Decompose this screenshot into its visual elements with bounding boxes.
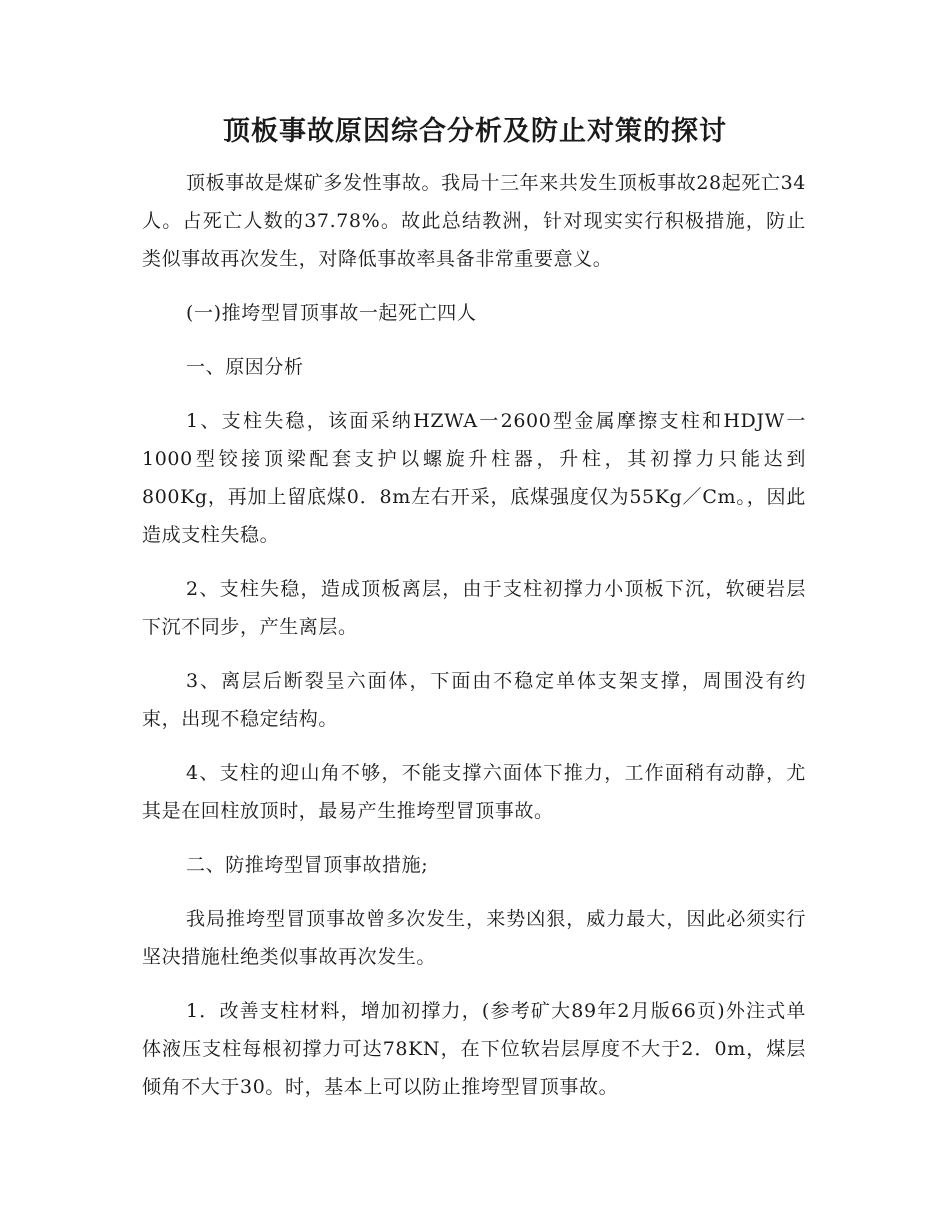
paragraph-measures-intro: 我局推垮型冒顶事故曾多次发生，来势凶狠，威力最大，因此必须实行坚决措施杜绝类似事故再次发生。: [142, 908, 806, 968]
subsection-heading-causes: 一、原因分析: [186, 356, 304, 378]
paragraph-cause-4: 4、支柱的迎山角不够，不能支撑六面体下推力，工作面稍有动静，尤其是在回柱放顶时，最易产生推垮型冒顶事故。: [142, 762, 806, 822]
paragraph-intro: 顶板事故是煤矿多发性事故。我局十三年来共发生顶板事故28起死亡34人。占死亡人数的37.78%。故此总结教洲，针对现实实行积极措施，防止类似事故再次发生，对降低事故率具备非常重要意义。: [142, 172, 806, 270]
document-body: [142, 164, 806, 1106]
document-title: 顶板事故原因综合分析及防止对策的探讨: [223, 116, 727, 147]
paragraph-measure-1: 1．改善支柱材料，增加初撑力，(参考矿大89年2月版66页)外注式单体液压支柱每根初撑力可达78KN，在下位软岩层厚度不大于2．0m，煤层倾角不大于30。时，基本上可以防止推垮型冒顶事故。: [142, 1000, 806, 1098]
paragraph-cause-1: 1、支柱失稳，该面采纳HZWA一2600型金属摩擦支柱和HDJW一1000型铰接顶梁配套支护以螺旋升柱器，升柱，其初撑力只能达到800Kg，再加上留底煤0．8m左右开采，底煤强度仅为55Kg／Cm。，因此造成支柱失稳。: [142, 410, 806, 546]
section-heading-1: (一)推垮型冒顶事故一起死亡四人: [186, 302, 477, 324]
paragraph-cause-2: 2、支柱失稳，造成顶板离层，由于支柱初撑力小顶板下沉，软硬岩层下沉不同步，产生离层。: [142, 578, 806, 638]
subsection-heading-measures: 二、防推垮型冒顶事故措施;: [186, 854, 429, 876]
paragraph-cause-3: 3、离层后断裂呈六面体，下面由不稳定单体支架支撑，周围没有约束，出现不稳定结构。: [142, 670, 806, 730]
